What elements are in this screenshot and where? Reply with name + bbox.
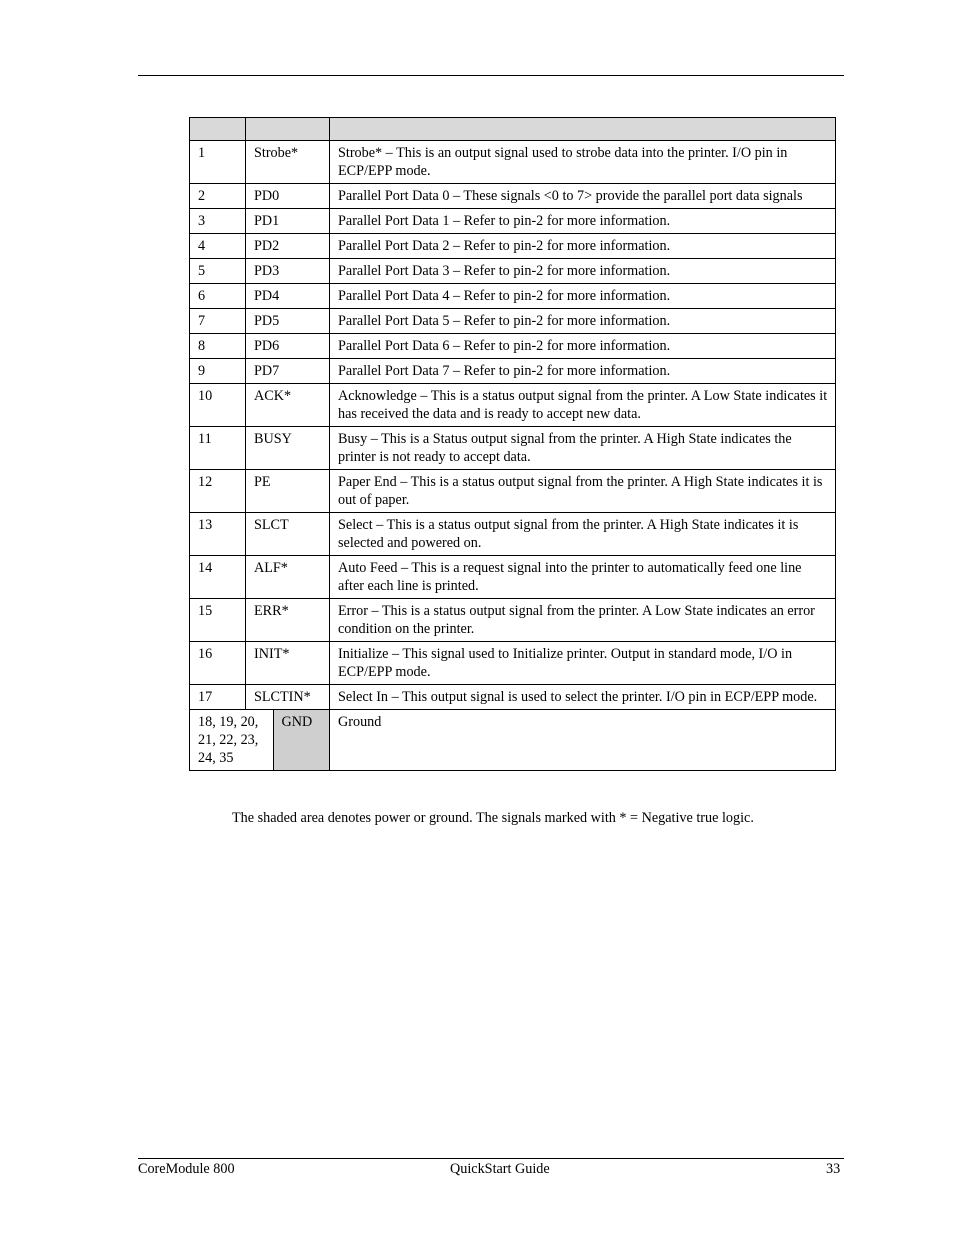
description-cell: Parallel Port Data 4 – Refer to pin-2 for more information.: [330, 284, 836, 309]
pin-cell: 8: [190, 334, 246, 359]
pin-cell: 4: [190, 234, 246, 259]
signal-cell: BUSY: [246, 427, 330, 470]
description-cell: Parallel Port Data 1 – Refer to pin-2 for more information.: [330, 209, 836, 234]
pin-cell: 1: [190, 141, 246, 184]
signal-cell: PD6: [246, 334, 330, 359]
footer-rule: [138, 1158, 844, 1159]
description-cell: Parallel Port Data 0 – These signals <0 to 7> provide the parallel port data signals: [330, 184, 836, 209]
description-cell: Strobe* – This is an output signal used to strobe data into the printer. I/O pin in ECP/EPP mode.: [330, 141, 836, 184]
pin-cell: 12: [190, 470, 246, 513]
signal-cell: PD3: [246, 259, 330, 284]
ground-description-cell: Ground: [330, 710, 836, 771]
description-cell: Busy – This is a Status output signal from the printer. A High State indicates the printer is not ready to accept data.: [330, 427, 836, 470]
table-row: [190, 599, 836, 642]
pin-cell: 15: [190, 599, 246, 642]
table-row: [190, 334, 836, 359]
header-description: [330, 118, 836, 141]
description-cell: Initialize – This signal used to Initialize printer. Output in standard mode, I/O in ECP/EPP mode.: [330, 642, 836, 685]
signal-cell: INIT*: [246, 642, 330, 685]
table-note: The shaded area denotes power or ground. The signals marked with * = Negative true logic.: [232, 810, 754, 826]
table-row: [190, 384, 836, 427]
header-signal: [246, 118, 330, 141]
table-row: [190, 141, 836, 184]
description-cell: Select – This is a status output signal from the printer. A High State indicates it is selected and powered on.: [330, 513, 836, 556]
table-row: [190, 642, 836, 685]
description-cell: Auto Feed – This is a request signal into the printer to automatically feed one line after each line is printed.: [330, 556, 836, 599]
pin-cell: 17: [190, 685, 246, 710]
description-cell: Parallel Port Data 2 – Refer to pin-2 for more information.: [330, 234, 836, 259]
footer-product: CoreModule 800: [138, 1161, 235, 1177]
signal-cell: PD2: [246, 234, 330, 259]
description-cell: Acknowledge – This is a status output signal from the printer. A Low State indicates it has received the data and is ready to accept new data.: [330, 384, 836, 427]
parallel-port-pin-table: [189, 117, 836, 771]
description-cell: Paper End – This is a status output signal from the printer. A High State indicates it is out of paper.: [330, 470, 836, 513]
signal-cell: PD5: [246, 309, 330, 334]
signal-cell: PD7: [246, 359, 330, 384]
ground-pin-cell: [190, 710, 259, 771]
footer-page-number: 33: [826, 1161, 841, 1177]
pin-cell: 14: [190, 556, 246, 599]
table-row: [190, 184, 836, 209]
table-row: [190, 309, 836, 334]
signal-cell: PD4: [246, 284, 330, 309]
table-row: [190, 513, 836, 556]
signal-cell: ERR*: [246, 599, 330, 642]
description-cell: Parallel Port Data 5 – Refer to pin-2 for more information.: [330, 309, 836, 334]
header-rule: [138, 75, 844, 76]
header-pin: [190, 118, 246, 141]
table-row: [190, 359, 836, 384]
description-cell: Parallel Port Data 6 – Refer to pin-2 for more information.: [330, 334, 836, 359]
ground-signal-label: GND: [281, 714, 313, 730]
ground-shade: [273, 710, 330, 770]
pin-cell: 5: [190, 259, 246, 284]
table-header-row: [190, 118, 836, 141]
table-body: [190, 141, 836, 771]
description-cell: Error – This is a status output signal from the printer. A Low State indicates an error condition on the printer.: [330, 599, 836, 642]
pin-cell: 3: [190, 209, 246, 234]
pin-cell: 13: [190, 513, 246, 556]
description-cell: Parallel Port Data 3 – Refer to pin-2 for more information.: [330, 259, 836, 284]
pin-cell: 10: [190, 384, 246, 427]
pin-cell: 9: [190, 359, 246, 384]
signal-cell: PE: [246, 470, 330, 513]
pin-cell: 2: [190, 184, 246, 209]
pin-cell: 6: [190, 284, 246, 309]
signal-cell: PD0: [246, 184, 330, 209]
pin-cell: 11: [190, 427, 246, 470]
signal-cell: SLCT: [246, 513, 330, 556]
ground-pin-text: 18, 19, 20, 21, 22, 23, 24, 35: [198, 713, 268, 767]
table-row: [190, 259, 836, 284]
table-row: [190, 234, 836, 259]
table-row: [190, 284, 836, 309]
table-row: [190, 685, 836, 710]
signal-cell: SLCTIN*: [246, 685, 330, 710]
ground-row: [190, 710, 836, 771]
table-row: [190, 427, 836, 470]
table-row: [190, 556, 836, 599]
pin-cell: 16: [190, 642, 246, 685]
description-cell: Select In – This output signal is used to select the printer. I/O pin in ECP/EPP mode.: [330, 685, 836, 710]
table-row: [190, 470, 836, 513]
signal-cell: ACK*: [246, 384, 330, 427]
pin-cell: 7: [190, 309, 246, 334]
description-cell: Parallel Port Data 7 – Refer to pin-2 for more information.: [330, 359, 836, 384]
signal-cell: ALF*: [246, 556, 330, 599]
signal-cell: Strobe*: [246, 141, 330, 184]
signal-cell: PD1: [246, 209, 330, 234]
footer-guide-title: QuickStart Guide: [450, 1161, 550, 1177]
table-row: [190, 209, 836, 234]
